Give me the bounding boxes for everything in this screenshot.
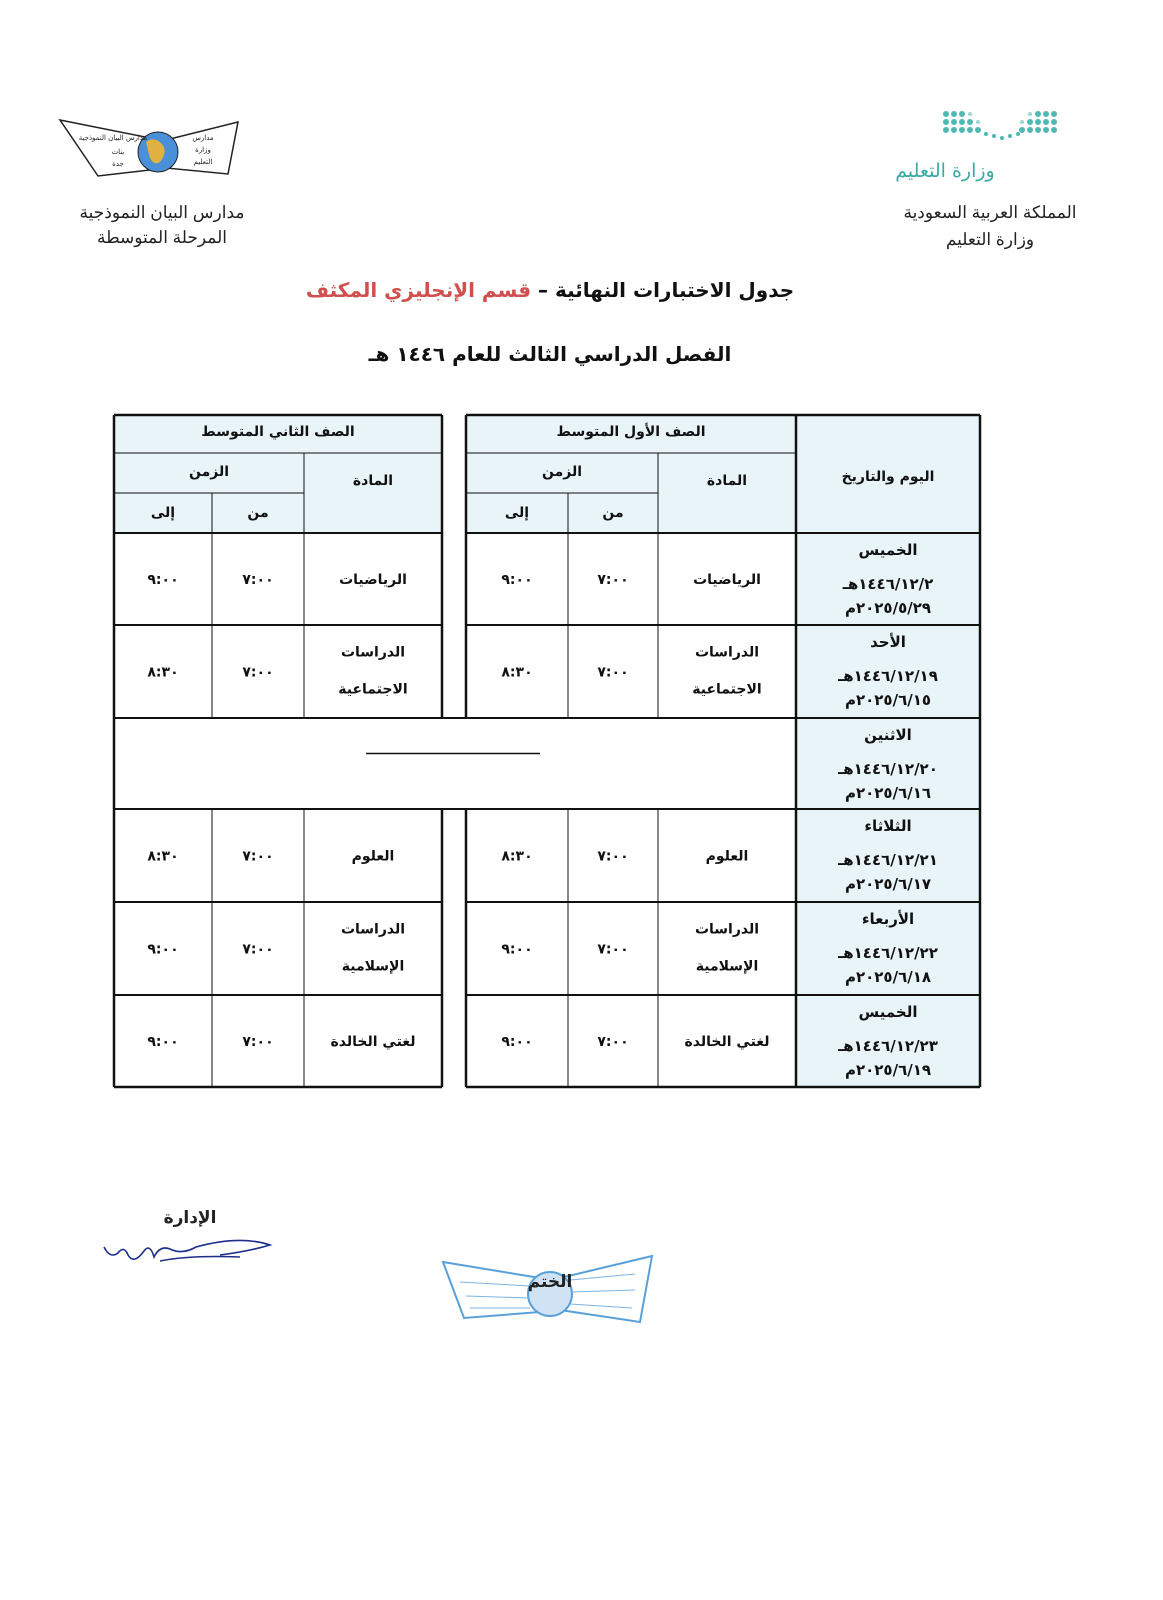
g1-from-time: ٧:٠٠ <box>597 1034 629 1050</box>
g1-subject-line-2: الإسلامية <box>695 958 759 975</box>
school-logo-line-2: بنات <box>111 148 125 156</box>
g2-from-time: ٧:٠٠ <box>242 572 274 588</box>
grade1-from-header: من <box>602 505 624 521</box>
hijri-date: ١٤٤٦/١٢/٢٣هـ <box>838 1037 938 1055</box>
g1-to-time: ٨:٣٠ <box>501 664 533 681</box>
grade1-subject-header: المادة <box>706 473 748 489</box>
grade1-header: الصف الأول المتوسط <box>556 424 706 440</box>
school-name: مدارس البيان النموذجية <box>79 203 245 222</box>
g2-subject: العلوم <box>351 848 395 865</box>
gregorian-date: ٢٠٢٥/٦/١٦م <box>844 784 932 802</box>
school-logo-line-4: مدارس <box>192 134 214 142</box>
g1-subject-line-1: الدراسات <box>694 644 760 661</box>
day-name: الخميس <box>858 541 918 559</box>
g1-subject: العلوم <box>705 848 749 865</box>
gregorian-date: ٢٠٢٥/٦/١٨م <box>844 968 932 986</box>
grade1-to-header: إلى <box>504 505 530 521</box>
g1-from-time: ٧:٠٠ <box>597 941 629 958</box>
ministry-name: وزارة التعليم <box>945 230 1035 249</box>
g2-to-time: ٩:٠٠ <box>147 941 179 958</box>
g1-to-time: ٩:٠٠ <box>501 941 533 958</box>
hijri-date: ١٤٤٦/١٢/١٩هـ <box>838 667 938 685</box>
day-name: الأحد <box>870 633 906 651</box>
grade2-header: الصف الثاني المتوسط <box>201 424 355 440</box>
hijri-date: ١٤٤٦/١٢/٢٢هـ <box>838 944 938 962</box>
admin-signature <box>100 1225 280 1275</box>
title-part-2: قسم الإنجليزي المكثف <box>305 278 532 302</box>
g2-to-time: ٩:٠٠ <box>147 572 179 588</box>
g2-subject-line-2: الإسلامية <box>341 958 405 975</box>
page-subtitle: الفصل الدراسي الثالث للعام ١٤٤٦ هـ <box>368 342 732 366</box>
g2-subject: الرياضيات <box>339 572 407 588</box>
g2-from-time: ٧:٠٠ <box>242 664 274 681</box>
gregorian-date: ٢٠٢٥/٦/١٩م <box>844 1061 932 1079</box>
grade2-time-header: الزمن <box>188 464 230 480</box>
exam-schedule-table <box>112 413 992 1101</box>
admin-label: الإدارة <box>163 1208 217 1228</box>
hijri-date: ١٤٤٦/١٢/٢٠هـ <box>838 760 938 778</box>
school-stage: المرحلة المتوسطة <box>96 228 228 247</box>
gregorian-date: ٢٠٢٥/٦/١٥م <box>844 691 932 709</box>
school-logo-line-3: جدة <box>112 160 124 168</box>
g2-to-time: ٨:٣٠ <box>147 848 179 865</box>
school-logo <box>58 118 248 190</box>
g1-to-time: ٩:٠٠ <box>501 1034 533 1050</box>
g1-from-time: ٧:٠٠ <box>597 848 629 865</box>
ministry-logo <box>938 108 1068 158</box>
day-name: الثلاثاء <box>864 817 912 835</box>
school-logo-line-5: وزارة <box>195 146 211 154</box>
stamp-label: الختم <box>527 1272 573 1292</box>
g1-subject-line-2: الاجتماعية <box>692 681 762 698</box>
title-part-1: جدول الاختبارات النهائية – <box>531 278 795 302</box>
g2-subject-line-1: الدراسات <box>340 921 406 938</box>
g1-to-time: ٩:٠٠ <box>501 572 533 588</box>
ministry-logo-name: وزارة التعليم <box>895 160 995 182</box>
g1-subject-line-1: الدراسات <box>694 921 760 938</box>
grade2-subject-header: المادة <box>352 473 394 489</box>
g1-to-time: ٨:٣٠ <box>501 848 533 865</box>
g2-to-time: ٨:٣٠ <box>147 664 179 681</box>
g2-subject-line-1: الدراسات <box>340 644 406 661</box>
kingdom-name: المملكة العربية السعودية <box>903 203 1077 222</box>
page-title <box>300 278 800 302</box>
school-logo-line-1: مدارس البيان النموذجية <box>78 134 148 142</box>
hijri-date: ١٤٤٦/١٢/٢هـ <box>842 575 934 593</box>
g1-subject: لغتي الخالدة <box>684 1034 770 1050</box>
gregorian-date: ٢٠٢٥/٦/١٧م <box>844 875 932 893</box>
day-name: الاثنين <box>864 726 912 744</box>
g2-from-time: ٧:٠٠ <box>242 941 274 958</box>
g1-from-time: ٧:٠٠ <box>597 664 629 681</box>
g1-subject: الرياضيات <box>693 572 761 588</box>
grade2-to-header: إلى <box>150 505 176 521</box>
school-logo-line-6: التعليم <box>193 158 213 166</box>
grade1-time-header: الزمن <box>541 464 583 480</box>
day-name: الأربعاء <box>861 910 915 928</box>
hijri-date: ١٤٤٦/١٢/٢١هـ <box>838 851 938 869</box>
gregorian-date: ٢٠٢٥/٥/٢٩م <box>844 599 932 617</box>
day-name: الخميس <box>858 1003 918 1021</box>
g2-subject: لغتي الخالدة <box>330 1034 416 1050</box>
g2-from-time: ٧:٠٠ <box>242 1034 274 1050</box>
day-date-header: اليوم والتاريخ <box>841 469 935 485</box>
g1-from-time: ٧:٠٠ <box>597 572 629 588</box>
g2-from-time: ٧:٠٠ <box>242 848 274 865</box>
g2-to-time: ٩:٠٠ <box>147 1034 179 1050</box>
g2-subject-line-2: الاجتماعية <box>338 681 408 698</box>
grade2-from-header: من <box>247 505 269 521</box>
